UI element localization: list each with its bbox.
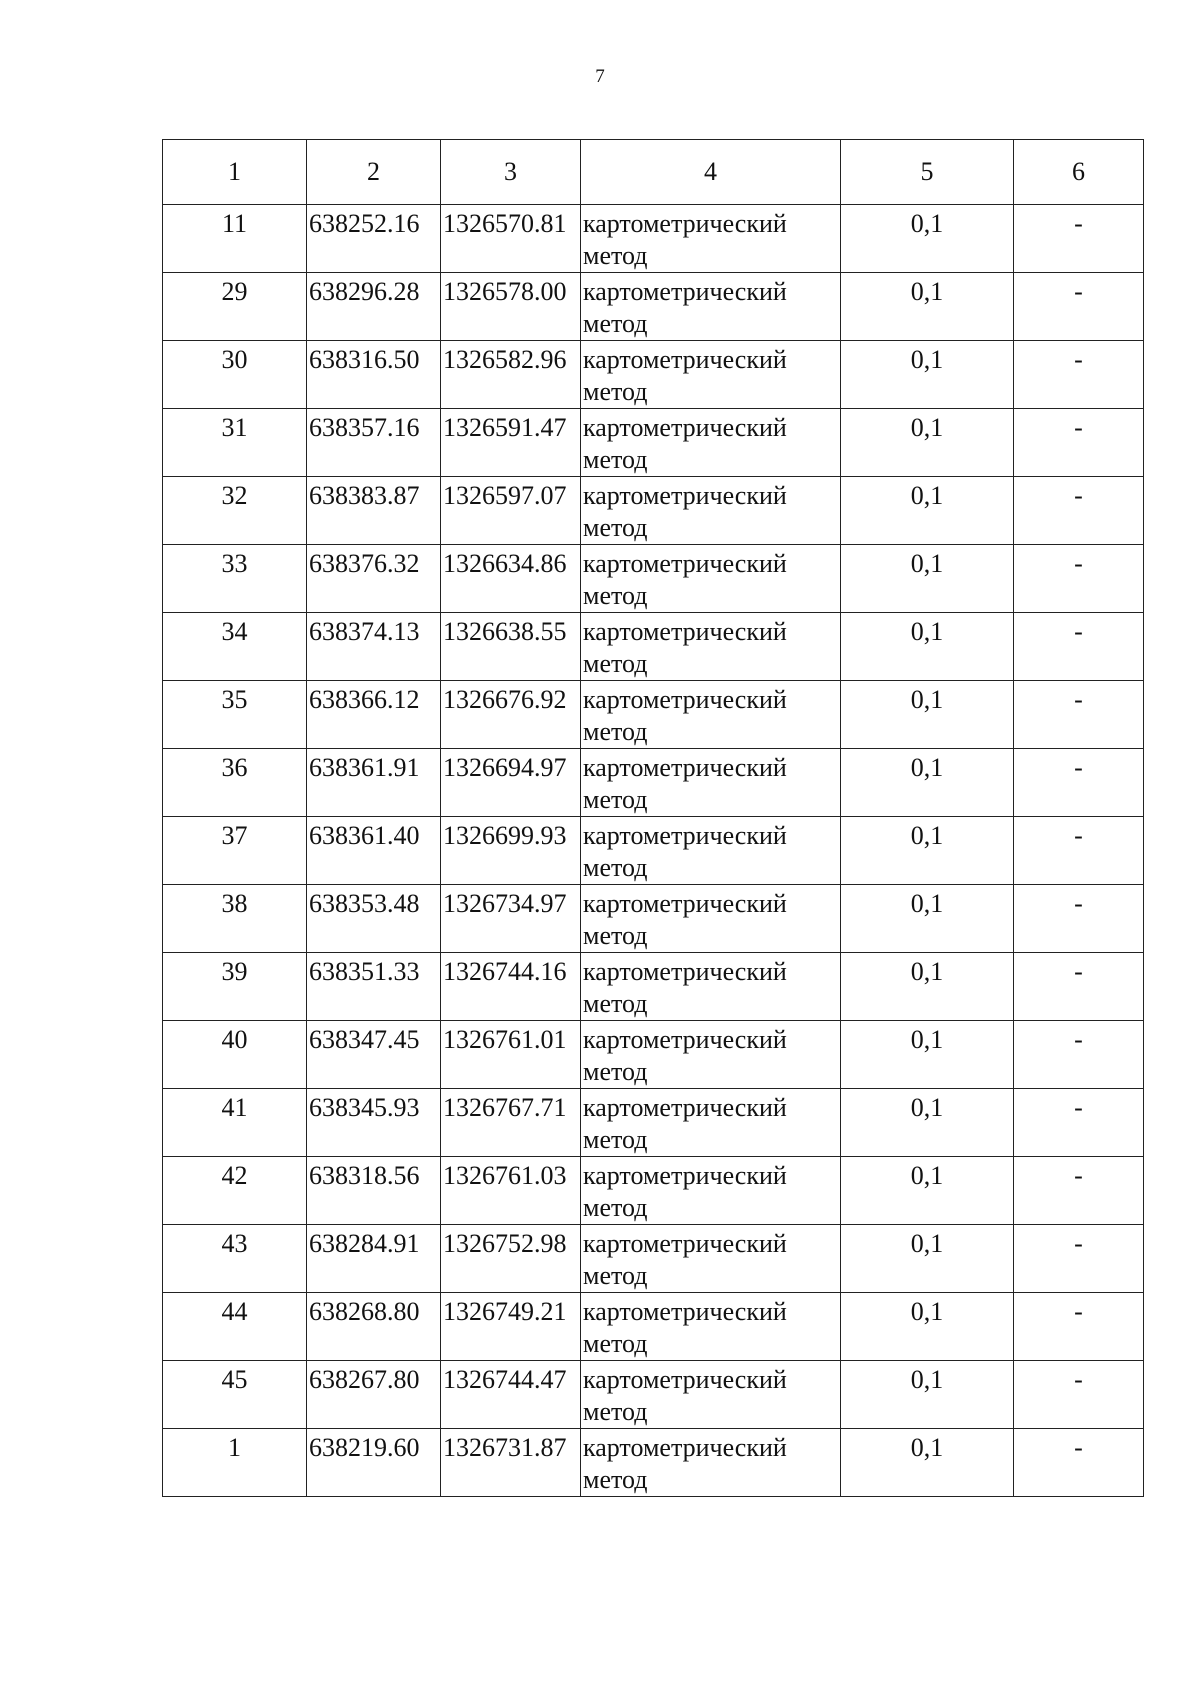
method-line-1: картометрический xyxy=(583,481,787,510)
column-header-4: 4 xyxy=(581,140,841,205)
y-coordinate-cell: 1326570.81 xyxy=(441,205,581,273)
y-coordinate-cell: 1326749.21 xyxy=(441,1293,581,1361)
method-cell xyxy=(581,749,841,817)
point-number-cell: 29 xyxy=(163,273,307,341)
method-cell xyxy=(581,273,841,341)
accuracy-cell: 0,1 xyxy=(841,1021,1014,1089)
point-number-cell: 39 xyxy=(163,953,307,1021)
method-line-1: картометрический xyxy=(583,957,787,986)
x-coordinate-cell: 638353.48 xyxy=(307,885,441,953)
method-line-1: картометрический xyxy=(583,1161,787,1190)
x-coordinate-cell: 638296.28 xyxy=(307,273,441,341)
method-line-1: картометрический xyxy=(583,277,787,306)
table-row xyxy=(163,817,1144,885)
table-row xyxy=(163,613,1144,681)
y-coordinate-cell: 1326694.97 xyxy=(441,749,581,817)
note-cell: - xyxy=(1014,749,1144,817)
note-cell: - xyxy=(1014,1021,1144,1089)
method-cell xyxy=(581,953,841,1021)
x-coordinate-cell: 638318.56 xyxy=(307,1157,441,1225)
table-row xyxy=(163,1021,1144,1089)
method-line-2: метод xyxy=(583,989,648,1018)
note-cell: - xyxy=(1014,1293,1144,1361)
method-cell xyxy=(581,341,841,409)
point-number-cell: 30 xyxy=(163,341,307,409)
x-coordinate-cell: 638268.80 xyxy=(307,1293,441,1361)
accuracy-cell: 0,1 xyxy=(841,273,1014,341)
point-number-cell: 41 xyxy=(163,1089,307,1157)
accuracy-cell: 0,1 xyxy=(841,885,1014,953)
method-line-1: картометрический xyxy=(583,1365,787,1394)
method-line-2: метод xyxy=(583,1261,648,1290)
method-line-1: картометрический xyxy=(583,209,787,238)
method-line-1: картометрический xyxy=(583,1229,787,1258)
method-line-1: картометрический xyxy=(583,1433,787,1462)
x-coordinate-cell: 638361.91 xyxy=(307,749,441,817)
accuracy-cell: 0,1 xyxy=(841,817,1014,885)
method-line-1: картометрический xyxy=(583,617,787,646)
table-row xyxy=(163,749,1144,817)
note-cell: - xyxy=(1014,1429,1144,1497)
method-cell xyxy=(581,1157,841,1225)
accuracy-cell: 0,1 xyxy=(841,477,1014,545)
method-line-2: метод xyxy=(583,513,648,542)
method-line-2: метод xyxy=(583,581,648,610)
method-line-2: метод xyxy=(583,1397,648,1426)
accuracy-cell: 0,1 xyxy=(841,613,1014,681)
note-cell: - xyxy=(1014,885,1144,953)
accuracy-cell: 0,1 xyxy=(841,341,1014,409)
accuracy-cell: 0,1 xyxy=(841,409,1014,477)
method-cell xyxy=(581,613,841,681)
method-line-1: картометрический xyxy=(583,753,787,782)
method-line-2: метод xyxy=(583,1125,648,1154)
column-header-6: 6 xyxy=(1014,140,1144,205)
y-coordinate-cell: 1326761.01 xyxy=(441,1021,581,1089)
method-line-1: картометрический xyxy=(583,345,787,374)
point-number-cell: 45 xyxy=(163,1361,307,1429)
table-row xyxy=(163,1293,1144,1361)
note-cell: - xyxy=(1014,409,1144,477)
y-coordinate-cell: 1326582.96 xyxy=(441,341,581,409)
point-number-cell: 38 xyxy=(163,885,307,953)
accuracy-cell: 0,1 xyxy=(841,953,1014,1021)
header-row xyxy=(163,140,1144,205)
method-line-1: картометрический xyxy=(583,413,787,442)
method-cell xyxy=(581,1021,841,1089)
x-coordinate-cell: 638383.87 xyxy=(307,477,441,545)
note-cell: - xyxy=(1014,477,1144,545)
y-coordinate-cell: 1326744.16 xyxy=(441,953,581,1021)
method-cell xyxy=(581,885,841,953)
x-coordinate-cell: 638345.93 xyxy=(307,1089,441,1157)
note-cell: - xyxy=(1014,1157,1144,1225)
x-coordinate-cell: 638219.60 xyxy=(307,1429,441,1497)
method-line-1: картометрический xyxy=(583,889,787,918)
table-row xyxy=(163,1157,1144,1225)
point-number-cell: 42 xyxy=(163,1157,307,1225)
accuracy-cell: 0,1 xyxy=(841,545,1014,613)
table-row xyxy=(163,681,1144,749)
table-row xyxy=(163,1429,1144,1497)
table-row xyxy=(163,953,1144,1021)
note-cell: - xyxy=(1014,817,1144,885)
y-coordinate-cell: 1326591.47 xyxy=(441,409,581,477)
column-header-2: 2 xyxy=(307,140,441,205)
table-row xyxy=(163,545,1144,613)
note-cell: - xyxy=(1014,681,1144,749)
table-row xyxy=(163,341,1144,409)
point-number-cell: 36 xyxy=(163,749,307,817)
method-cell xyxy=(581,1293,841,1361)
page-number: 7 xyxy=(595,66,605,87)
method-cell xyxy=(581,545,841,613)
point-number-cell: 1 xyxy=(163,1429,307,1497)
method-line-2: метод xyxy=(583,921,648,950)
y-coordinate-cell: 1326752.98 xyxy=(441,1225,581,1293)
table-row xyxy=(163,273,1144,341)
y-coordinate-cell: 1326731.87 xyxy=(441,1429,581,1497)
note-cell: - xyxy=(1014,1089,1144,1157)
method-line-1: картометрический xyxy=(583,1093,787,1122)
table-row xyxy=(163,205,1144,273)
y-coordinate-cell: 1326676.92 xyxy=(441,681,581,749)
accuracy-cell: 0,1 xyxy=(841,205,1014,273)
method-line-2: метод xyxy=(583,309,648,338)
column-header-1: 1 xyxy=(163,140,307,205)
table-row xyxy=(163,1361,1144,1429)
accuracy-cell: 0,1 xyxy=(841,1293,1014,1361)
point-number-cell: 32 xyxy=(163,477,307,545)
table-row xyxy=(163,1225,1144,1293)
x-coordinate-cell: 638376.32 xyxy=(307,545,441,613)
y-coordinate-cell: 1326638.55 xyxy=(441,613,581,681)
x-coordinate-cell: 638284.91 xyxy=(307,1225,441,1293)
point-number-cell: 37 xyxy=(163,817,307,885)
note-cell: - xyxy=(1014,1361,1144,1429)
accuracy-cell: 0,1 xyxy=(841,681,1014,749)
point-number-cell: 31 xyxy=(163,409,307,477)
y-coordinate-cell: 1326578.00 xyxy=(441,273,581,341)
method-line-1: картометрический xyxy=(583,821,787,850)
method-line-1: картометрический xyxy=(583,685,787,714)
point-number-cell: 44 xyxy=(163,1293,307,1361)
method-line-2: метод xyxy=(583,377,648,406)
method-cell xyxy=(581,817,841,885)
point-number-cell: 40 xyxy=(163,1021,307,1089)
y-coordinate-cell: 1326761.03 xyxy=(441,1157,581,1225)
x-coordinate-cell: 638347.45 xyxy=(307,1021,441,1089)
method-line-2: метод xyxy=(583,649,648,678)
note-cell: - xyxy=(1014,341,1144,409)
method-line-2: метод xyxy=(583,445,648,474)
y-coordinate-cell: 1326597.07 xyxy=(441,477,581,545)
x-coordinate-cell: 638267.80 xyxy=(307,1361,441,1429)
y-coordinate-cell: 1326767.71 xyxy=(441,1089,581,1157)
point-number-cell: 34 xyxy=(163,613,307,681)
accuracy-cell: 0,1 xyxy=(841,1361,1014,1429)
accuracy-cell: 0,1 xyxy=(841,1429,1014,1497)
accuracy-cell: 0,1 xyxy=(841,749,1014,817)
method-line-2: метод xyxy=(583,1193,648,1222)
y-coordinate-cell: 1326734.97 xyxy=(441,885,581,953)
method-cell xyxy=(581,1361,841,1429)
x-coordinate-cell: 638252.16 xyxy=(307,205,441,273)
method-line-2: метод xyxy=(583,1057,648,1086)
table-body xyxy=(163,205,1144,1497)
note-cell: - xyxy=(1014,1225,1144,1293)
y-coordinate-cell: 1326699.93 xyxy=(441,817,581,885)
method-cell xyxy=(581,1429,841,1497)
method-line-2: метод xyxy=(583,717,648,746)
method-cell xyxy=(581,477,841,545)
y-coordinate-cell: 1326744.47 xyxy=(441,1361,581,1429)
method-line-1: картометрический xyxy=(583,1297,787,1326)
x-coordinate-cell: 638357.16 xyxy=(307,409,441,477)
accuracy-cell: 0,1 xyxy=(841,1089,1014,1157)
note-cell: - xyxy=(1014,273,1144,341)
x-coordinate-cell: 638351.33 xyxy=(307,953,441,1021)
method-cell xyxy=(581,1225,841,1293)
y-coordinate-cell: 1326634.86 xyxy=(441,545,581,613)
method-cell xyxy=(581,1089,841,1157)
note-cell: - xyxy=(1014,613,1144,681)
point-number-cell: 11 xyxy=(163,205,307,273)
x-coordinate-cell: 638374.13 xyxy=(307,613,441,681)
column-header-3: 3 xyxy=(441,140,581,205)
point-number-cell: 35 xyxy=(163,681,307,749)
table-row xyxy=(163,477,1144,545)
method-cell xyxy=(581,409,841,477)
method-line-2: метод xyxy=(583,785,648,814)
method-line-1: картометрический xyxy=(583,549,787,578)
column-header-5: 5 xyxy=(841,140,1014,205)
accuracy-cell: 0,1 xyxy=(841,1225,1014,1293)
table-row xyxy=(163,409,1144,477)
method-line-2: метод xyxy=(583,853,648,882)
method-cell xyxy=(581,205,841,273)
method-line-2: метод xyxy=(583,1465,648,1494)
note-cell: - xyxy=(1014,205,1144,273)
x-coordinate-cell: 638316.50 xyxy=(307,341,441,409)
method-line-2: метод xyxy=(583,1329,648,1358)
method-cell xyxy=(581,681,841,749)
x-coordinate-cell: 638361.40 xyxy=(307,817,441,885)
coordinates-table xyxy=(162,139,1144,1497)
method-line-1: картометрический xyxy=(583,1025,787,1054)
method-line-2: метод xyxy=(583,241,648,270)
accuracy-cell: 0,1 xyxy=(841,1157,1014,1225)
note-cell: - xyxy=(1014,545,1144,613)
point-number-cell: 33 xyxy=(163,545,307,613)
table-row xyxy=(163,1089,1144,1157)
table-row xyxy=(163,885,1144,953)
x-coordinate-cell: 638366.12 xyxy=(307,681,441,749)
point-number-cell: 43 xyxy=(163,1225,307,1293)
note-cell: - xyxy=(1014,953,1144,1021)
